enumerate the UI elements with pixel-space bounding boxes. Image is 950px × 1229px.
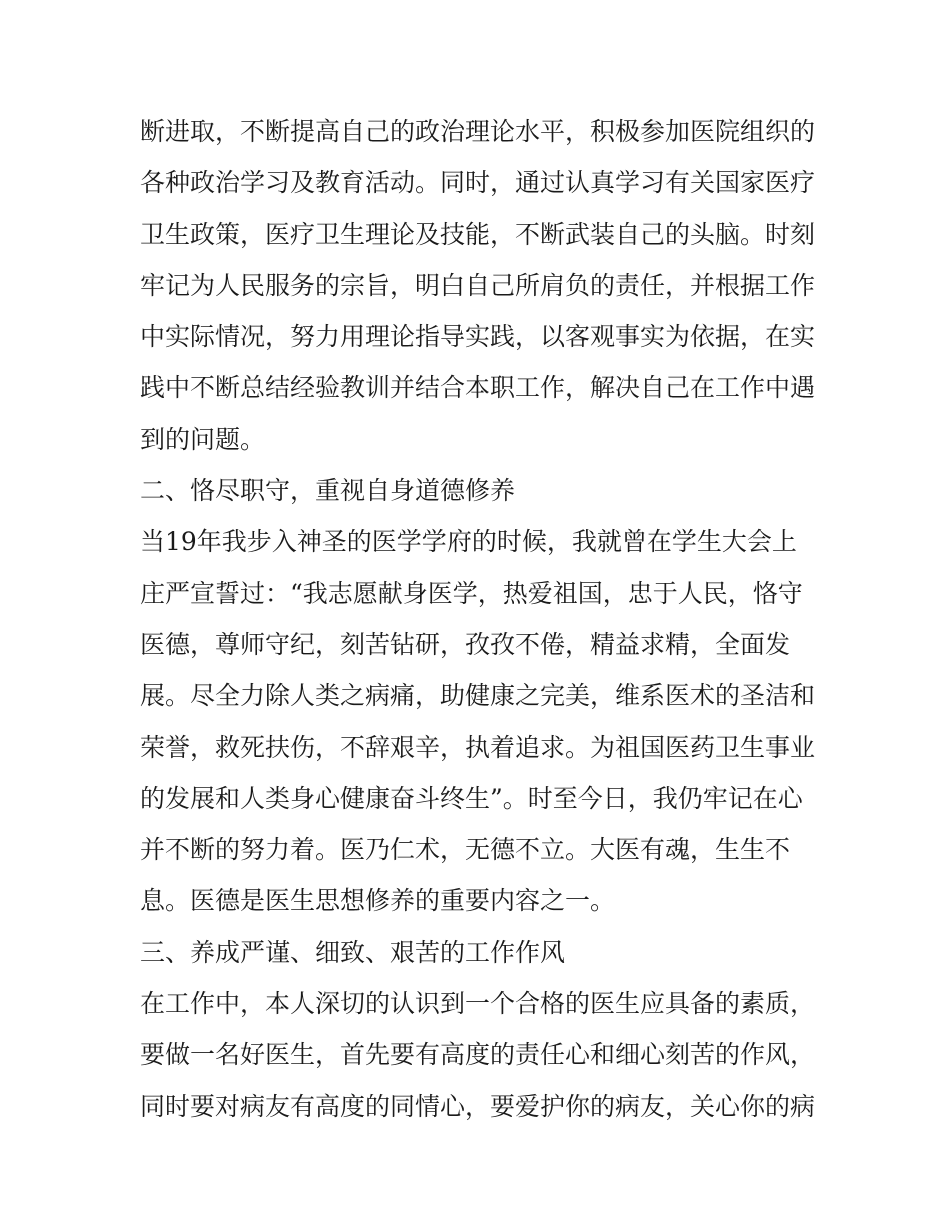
text-line: 息。医德是医生思想修养的重要内容之一。: [140, 886, 616, 916]
text-line: 的发展和人类身心健康奋斗终生”。时至今日，我仍牢记在心: [140, 783, 803, 813]
text-line: 到的问题。: [140, 424, 266, 454]
text-line: 卫生政策，医疗卫生理论及技能，不断武装自己的头脑。时刻: [140, 219, 816, 249]
text-line: 医德，尊师守纪，刻苦钻研，孜孜不倦，精益求精，全面发: [140, 629, 791, 659]
text-line: 中实际情况，努力用理论指导实践，以客观事实为依据，在实: [140, 322, 816, 352]
text-line: 展。尽全力除人类之病痛，助健康之完美，维系医术的圣洁和: [140, 681, 816, 711]
body-text: [140, 106, 820, 1132]
text-line: 在工作中，本人深切的认识到一个合格的医生应具备的素质，: [140, 989, 816, 1019]
text-line: 践中不断总结经验教训并结合本职工作，解决自己在工作中遇: [140, 373, 816, 403]
section-heading: 三、养成严谨、细致、艰苦的工作作风: [140, 937, 566, 967]
text-line: 同时要对病友有高度的同情心，要爱护你的病友，关心你的病: [140, 1091, 816, 1121]
text-line: 荣誉，救死扶伤，不辞艰辛，执着追求。为祖国医药卫生事业: [140, 732, 816, 762]
text-line: 各种政治学习及教育活动。同时，通过认真学习有关国家医疗: [140, 168, 816, 198]
text-line: 牢记为人民服务的宗旨，明白自己所肩负的责任，并根据工作: [140, 270, 816, 300]
text-line: 断进取，不断提高自己的政治理论水平，积极参加医院组织的: [140, 117, 816, 146]
text-line: 当19年我步入神圣的医学学府的时候，我就曾在学生大会上: [140, 527, 797, 557]
text-line: 庄严宣誓过：“我志愿献身医学，热爱祖国，忠于人民，恪守: [140, 578, 803, 608]
text-line: 要做一名好医生，首先要有高度的责任心和细心刻苦的作风，: [140, 1040, 816, 1070]
text-line: 并不断的努力着。医乃仁术，无德不立。大医有魂，生生不: [140, 835, 791, 865]
section-heading: 二、恪尽职守，重视自身道德修养: [140, 476, 516, 506]
